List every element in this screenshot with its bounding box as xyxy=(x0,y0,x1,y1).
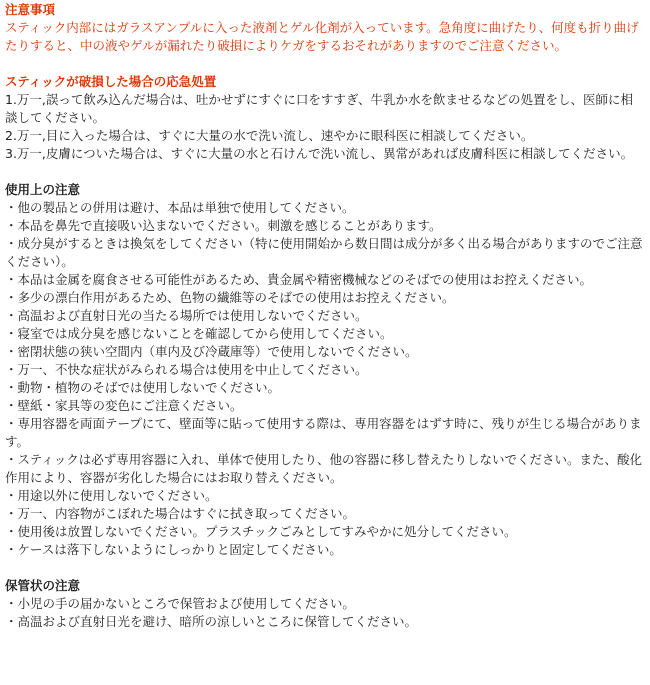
storage-heading: 保管状の注意 xyxy=(5,578,81,593)
usage-item: ・寝室では成分臭を感じないことを確認してから使用してください。 xyxy=(5,326,393,341)
usage-section xyxy=(5,181,644,559)
emergency-item-swallow: 1.万一,誤って飲み込んだ場合は、吐かせずにすぐに口をすすぎ、牛乳か水を飲ませるなどの処置をし、医師に相談してください。 xyxy=(5,92,634,125)
usage-item: ・使用後は放置しないでください。プラスチックごみとしてすみやかに処分してください。 xyxy=(5,524,517,539)
storage-item: ・小児の手の届かないところで保管および使用してください。 xyxy=(5,596,355,611)
usage-item: ・用途以外に使用しないでください。 xyxy=(5,488,218,503)
usage-item: ・他の製品との併用は避け、本品は単独で使用してください。 xyxy=(5,200,355,215)
usage-item: ・多少の漂白作用があるため、色物の繊維等のそばでの使用はお控えください。 xyxy=(5,290,455,305)
usage-item: ・動物・植物のそばでは使用しないでください。 xyxy=(5,380,281,395)
usage-item: ・専用容器を両面テープにて、壁面等に貼って使用する際は、専用容器をはずす時に、残りが生じる場合があります。 xyxy=(5,416,642,449)
storage-item: ・高温および直射日光を避け、暗所の涼しいところに保管してください。 xyxy=(5,614,418,629)
usage-item: ・本品を鼻先で直接吸い込まないでください。刺激を感じることがあります。 xyxy=(5,218,442,233)
emergency-section xyxy=(5,73,644,163)
usage-item: ・壁紙・家具等の変色にご注意ください。 xyxy=(5,398,243,413)
usage-item: ・万一、不快な症状がみられる場合は使用を中止してください。 xyxy=(5,362,368,377)
usage-item: ・ケースは落下しないようにしっかりと固定してください。 xyxy=(5,542,342,557)
usage-heading: 使用上の注意 xyxy=(5,182,81,197)
emergency-item-eye: 2.万一,目に入った場合は、すぐに大量の水で洗い流し、速やかに眼科医に相談してください。 xyxy=(5,128,534,143)
section-spacer xyxy=(5,55,644,73)
usage-item: ・本品は金属を腐食させる可能性があるため、貴金属や精密機械などのそばでの使用はお控えください。 xyxy=(5,272,593,287)
usage-item: ・密閉状態の狭い空間内（車内及び冷蔵庫等）で使用しないでください。 xyxy=(5,344,418,359)
usage-item: ・スティックは必ず専用容器に入れ、単体で使用したり、他の容器に移し替えたりしないでください。また、酸化作用により、容器が劣化した場合にはお取り替えください。 xyxy=(5,452,643,485)
caution-text: スティック内部にはガラスアンプルに入った液剤とゲル化剤が入っています。急角度に曲げたり、何度も折り曲げたりすると、中の液やゲルが漏れたり破損によりケガをするおそれがありますのでご注意ください。 xyxy=(5,20,639,53)
emergency-item-skin: 3.万一,皮膚についた場合は、すぐに大量の水と石けんで洗い流し、異常があれば皮膚科医に相談してください。 xyxy=(5,146,634,161)
section-spacer xyxy=(5,559,644,577)
caution-section xyxy=(5,1,644,55)
section-spacer xyxy=(5,163,644,181)
storage-section xyxy=(5,577,644,631)
usage-item: ・成分臭がするときは換気をしてください（特に使用開始から数日間は成分が多く出る場合がありますのでご注意ください）。 xyxy=(5,236,643,269)
usage-item: ・万一、内容物がこぼれた場合はすぐに拭き取ってください。 xyxy=(5,506,356,521)
emergency-heading: スティックが破損した場合の応急処置 xyxy=(5,74,217,89)
caution-heading: 注意事項 xyxy=(5,2,56,17)
usage-item: ・高温および直射日光の当たる場所では使用しないでください。 xyxy=(5,308,368,323)
